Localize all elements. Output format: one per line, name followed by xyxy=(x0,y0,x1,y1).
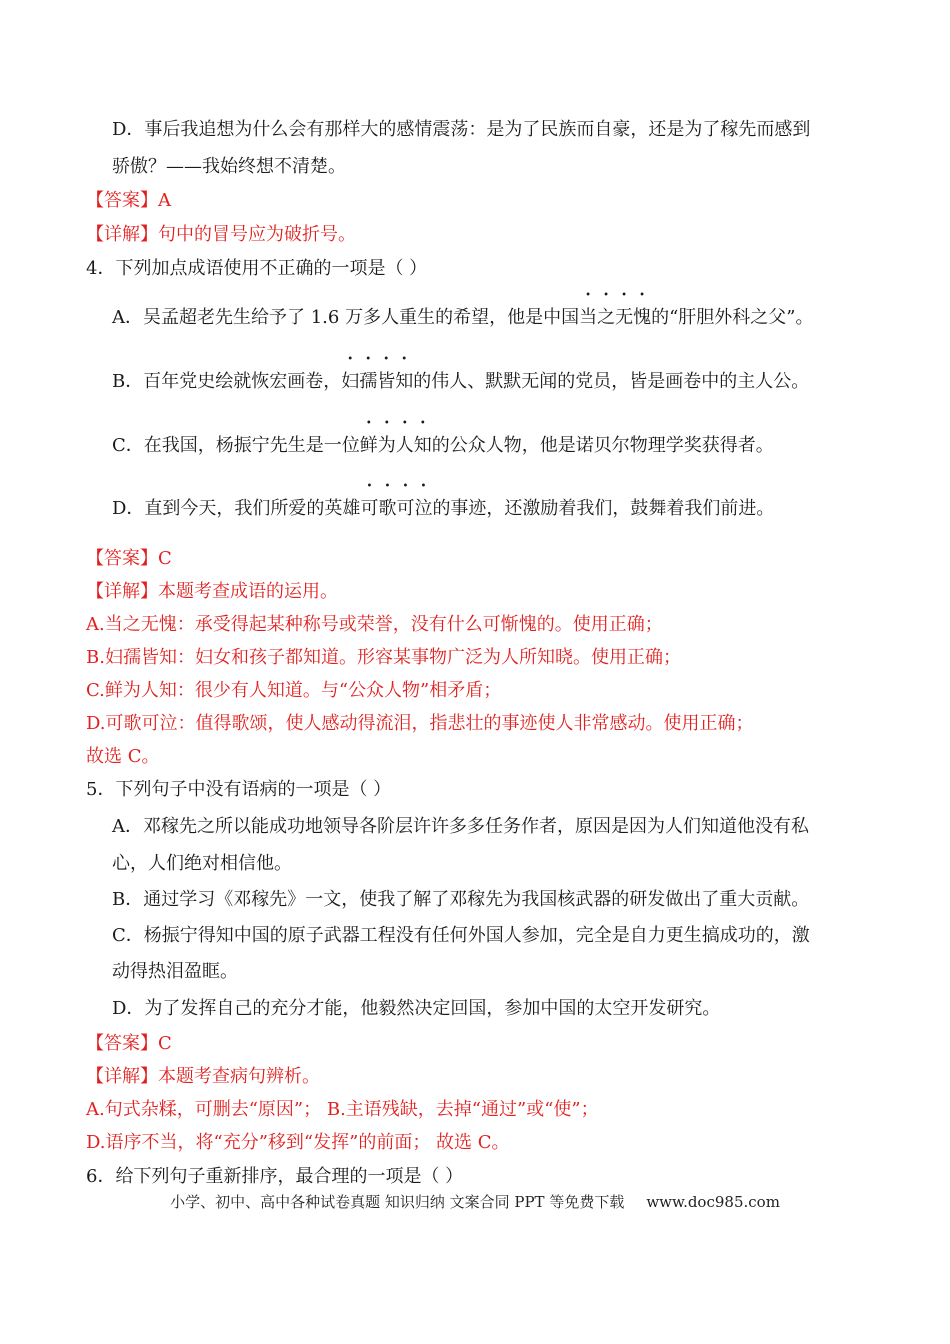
q5-option-a-line1: A．邓稼先之所以能成功地领导各阶层许许多多任务作者，原因是因为人们知道他没有私 xyxy=(112,816,809,837)
q4-option-d-pre: D．直到今天，我们所爱的英雄 xyxy=(112,498,361,519)
q4-answer: 【答案】C xyxy=(86,548,172,569)
q3-detail: 【详解】句中的冒号应为破折号。 xyxy=(86,224,356,245)
q3-option-d-line2: 骄傲？——我始终想不清楚。 xyxy=(112,156,346,177)
q5-stem: 5．下列句子中没有语病的一项是（ ） xyxy=(86,779,392,800)
idiom-char: 孺 xyxy=(359,371,378,392)
idiom-char: 皆 xyxy=(377,371,396,392)
idiom-char: 人 xyxy=(395,435,414,456)
idiom-char: 可 xyxy=(396,498,415,519)
idiom-char: 知 xyxy=(413,435,432,456)
idiom-char: 之 xyxy=(597,307,616,328)
q4-explanation-b: B.妇孺皆知：妇女和孩子都知道。形容某事物广泛为人所知晓。使用正确； xyxy=(86,647,681,668)
idiom-char: 歌 xyxy=(378,498,397,519)
q5-option-c-line1: C．杨振宁得知中国的原子武器工程没有任何外国人参加，完全是自力更生搞成功的，激 xyxy=(112,925,810,946)
q5-option-a-line2: 心，人们绝对相信他。 xyxy=(112,853,292,874)
q4-option-d xyxy=(112,497,774,521)
q4-option-c-pre: C．在我国，杨振宁先生是一位 xyxy=(112,435,360,456)
q4-explanation-a: A.当之无愧：承受得起某种称号或荣誉，没有什么可惭愧的。使用正确； xyxy=(86,614,663,635)
q4-option-a-idiom xyxy=(579,306,651,330)
q5-option-c-line2: 动得热泪盈眶。 xyxy=(112,961,238,982)
idiom-char: 知 xyxy=(395,371,414,392)
q5-detail: 【详解】本题考查病句辨析。 xyxy=(86,1066,320,1087)
q5-explanation-2: D.语序不当，将“充分”移到“发挥”的前面； 故选 C。 xyxy=(86,1132,510,1153)
q4-detail: 【详解】本题考查成语的运用。 xyxy=(86,581,338,602)
q4-option-a-post: 的“肝胆外科之父”。 xyxy=(651,307,814,328)
q4-option-c-idiom xyxy=(360,434,432,458)
idiom-char: 鲜 xyxy=(359,435,378,456)
idiom-char: 无 xyxy=(615,307,634,328)
idiom-char: 愧 xyxy=(633,307,652,328)
idiom-char: 当 xyxy=(579,307,598,328)
idiom-char: 可 xyxy=(360,498,379,519)
q4-option-b-idiom xyxy=(341,370,413,394)
q4-option-b-post: 的伟人、默默无闻的党员，皆是画卷中的主人公。 xyxy=(413,371,810,392)
q4-explanation-c: C.鲜为人知：很少有人知道。与“公众人物”相矛盾； xyxy=(86,680,502,701)
q4-option-c xyxy=(112,434,774,458)
idiom-char: 妇 xyxy=(341,371,360,392)
idiom-char: 泣 xyxy=(414,498,433,519)
footer-text: 小学、初中、高中各种试卷真题 知识归纳 文案合同 PPT 等免费下载 xyxy=(170,1193,625,1211)
q5-option-b: B．通过学习《邓稼先》一文，使我了解了邓稼先为我国核武器的研发做出了重大贡献。 xyxy=(112,889,810,910)
q5-answer: 【答案】C xyxy=(86,1033,172,1054)
q3-option-d-line1: D．事后我追想为什么会有那样大的感情震荡：是为了民族而自豪，还是为了稼先而感到 xyxy=(112,119,811,140)
q4-option-c-post: 的公众人物，他是诺贝尔物理学奖获得者。 xyxy=(431,435,774,456)
q4-option-a xyxy=(112,306,813,330)
q5-option-d: D．为了发挥自己的充分才能，他毅然决定回国，参加中国的太空开发研究。 xyxy=(112,998,721,1019)
q4-option-d-idiom xyxy=(360,497,432,521)
q4-explanation-d: D.可歌可泣：值得歌颂，使人感动得流泪，指悲壮的事迹使人非常感动。使用正确； xyxy=(86,713,754,734)
q6-stem: 6．给下列句子重新排序，最合理的一项是（ ） xyxy=(86,1166,464,1187)
q4-option-b-pre: B．百年党史绘就恢宏画卷， xyxy=(112,371,342,392)
q4-option-a-pre: A．吴孟超老先生给予了 1.6 万多人重生的希望，他是中国 xyxy=(112,307,580,328)
q4-conclusion: 故选 C。 xyxy=(86,746,160,767)
footer-site-link[interactable]: www.doc985.com xyxy=(646,1193,780,1211)
q3-answer: 【答案】A xyxy=(86,190,171,211)
q4-option-b xyxy=(112,370,809,394)
q5-explanation-1: A.句式杂糅，可删去“原因”； B.主语残缺，去掉“通过”或“使”； xyxy=(86,1099,599,1120)
q4-option-d-post: 的事迹，还激励着我们，鼓舞着我们前进。 xyxy=(432,498,775,519)
idiom-char: 为 xyxy=(377,435,396,456)
q4-stem: 4．下列加点成语使用不正确的一项是（ ） xyxy=(86,258,428,279)
page-footer xyxy=(0,1192,950,1212)
